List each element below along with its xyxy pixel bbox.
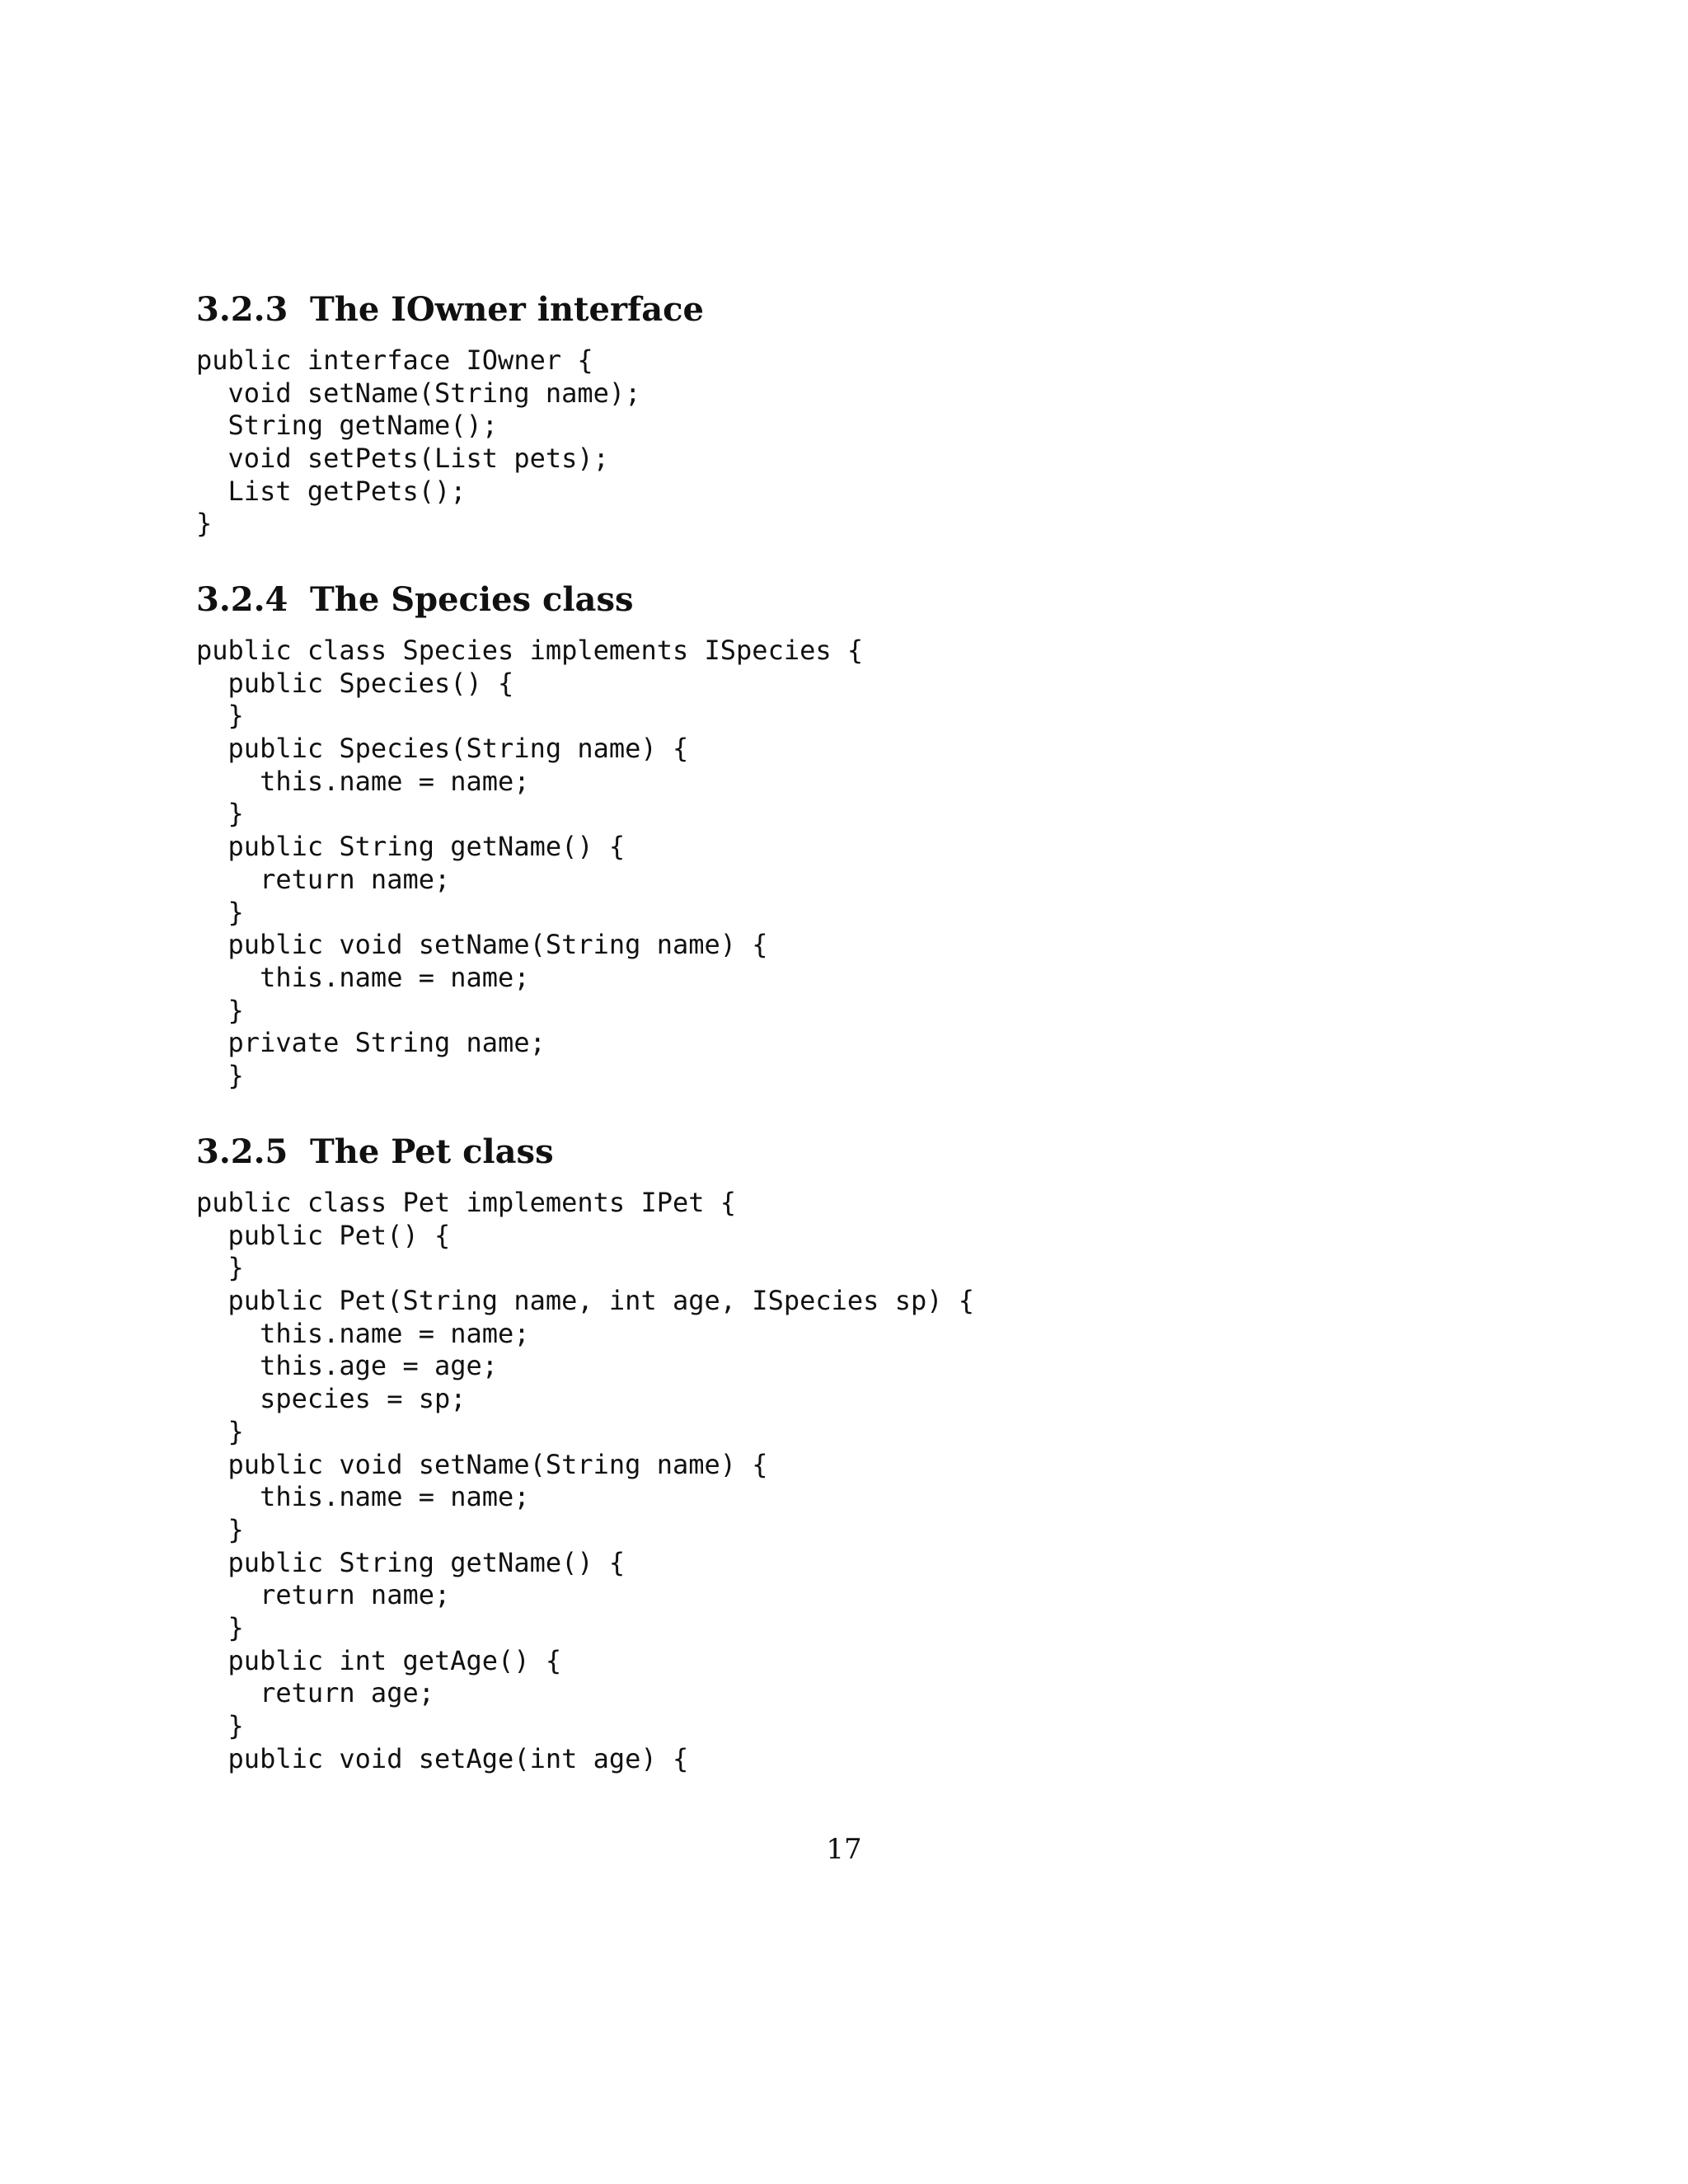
- code-block: [196, 635, 863, 1093]
- code-line: public String getName() {: [196, 831, 626, 863]
- code-line: this.name = name;: [196, 765, 530, 797]
- section-number: 3.2.3: [196, 290, 288, 329]
- section-title: The Pet class: [310, 1132, 554, 1171]
- code-block: [196, 344, 704, 541]
- section-3-2-4: [196, 579, 863, 1093]
- section-heading: [196, 288, 704, 331]
- section-number: 3.2.4: [196, 580, 288, 619]
- code-line: }: [196, 1513, 244, 1545]
- code-line: }: [196, 700, 244, 732]
- section-title: The Species class: [310, 580, 634, 619]
- code-line: String getName();: [196, 410, 499, 442]
- section-title: The IOwner interface: [310, 290, 704, 329]
- code-block: [196, 1187, 974, 1775]
- section-3-2-3: [196, 288, 704, 541]
- code-line: }: [196, 1059, 244, 1091]
- code-line: void setPets(List pets);: [196, 443, 609, 475]
- code-line: }: [196, 798, 244, 830]
- code-line: public Species() {: [196, 667, 514, 699]
- section-heading: [196, 1131, 974, 1174]
- code-line: }: [196, 1710, 244, 1741]
- section-3-2-5: [196, 1131, 974, 1775]
- code-line: List getPets();: [196, 475, 467, 507]
- code-line: public class Pet implements IPet {: [196, 1187, 737, 1218]
- code-line: }: [196, 1252, 244, 1284]
- page-number: 17: [826, 1833, 862, 1866]
- section-heading: [196, 579, 863, 621]
- code-line: public interface IOwner {: [196, 344, 593, 376]
- code-line: this.name = name;: [196, 1317, 530, 1349]
- code-line: public Pet() {: [196, 1219, 451, 1251]
- code-line: public Pet(String name, int age, ISpecies sp) {: [196, 1285, 975, 1317]
- section-number: 3.2.5: [196, 1132, 288, 1171]
- code-line: return name;: [196, 863, 451, 895]
- code-line: public String getName() {: [196, 1546, 626, 1578]
- code-line: public void setAge(int age) {: [196, 1742, 689, 1774]
- code-line: this.name = name;: [196, 961, 530, 993]
- code-line: return name;: [196, 1579, 451, 1611]
- code-line: return age;: [196, 1677, 434, 1709]
- code-line: species = sp;: [196, 1383, 467, 1415]
- code-line: public int getAge() {: [196, 1644, 562, 1676]
- code-line: void setName(String name);: [196, 377, 641, 409]
- code-line: this.name = name;: [196, 1481, 530, 1513]
- code-line: public Species(String name) {: [196, 733, 689, 765]
- code-line: }: [196, 994, 244, 1026]
- code-line: this.age = age;: [196, 1350, 499, 1382]
- code-line: }: [196, 1611, 244, 1643]
- code-line: }: [196, 508, 213, 540]
- code-line: public void setName(String name) {: [196, 1448, 768, 1480]
- code-line: public class Species implements ISpecies {: [196, 635, 864, 666]
- code-line: }: [196, 896, 244, 928]
- code-line: private String name;: [196, 1027, 546, 1059]
- code-line: public void setName(String name) {: [196, 929, 768, 961]
- code-line: }: [196, 1415, 244, 1447]
